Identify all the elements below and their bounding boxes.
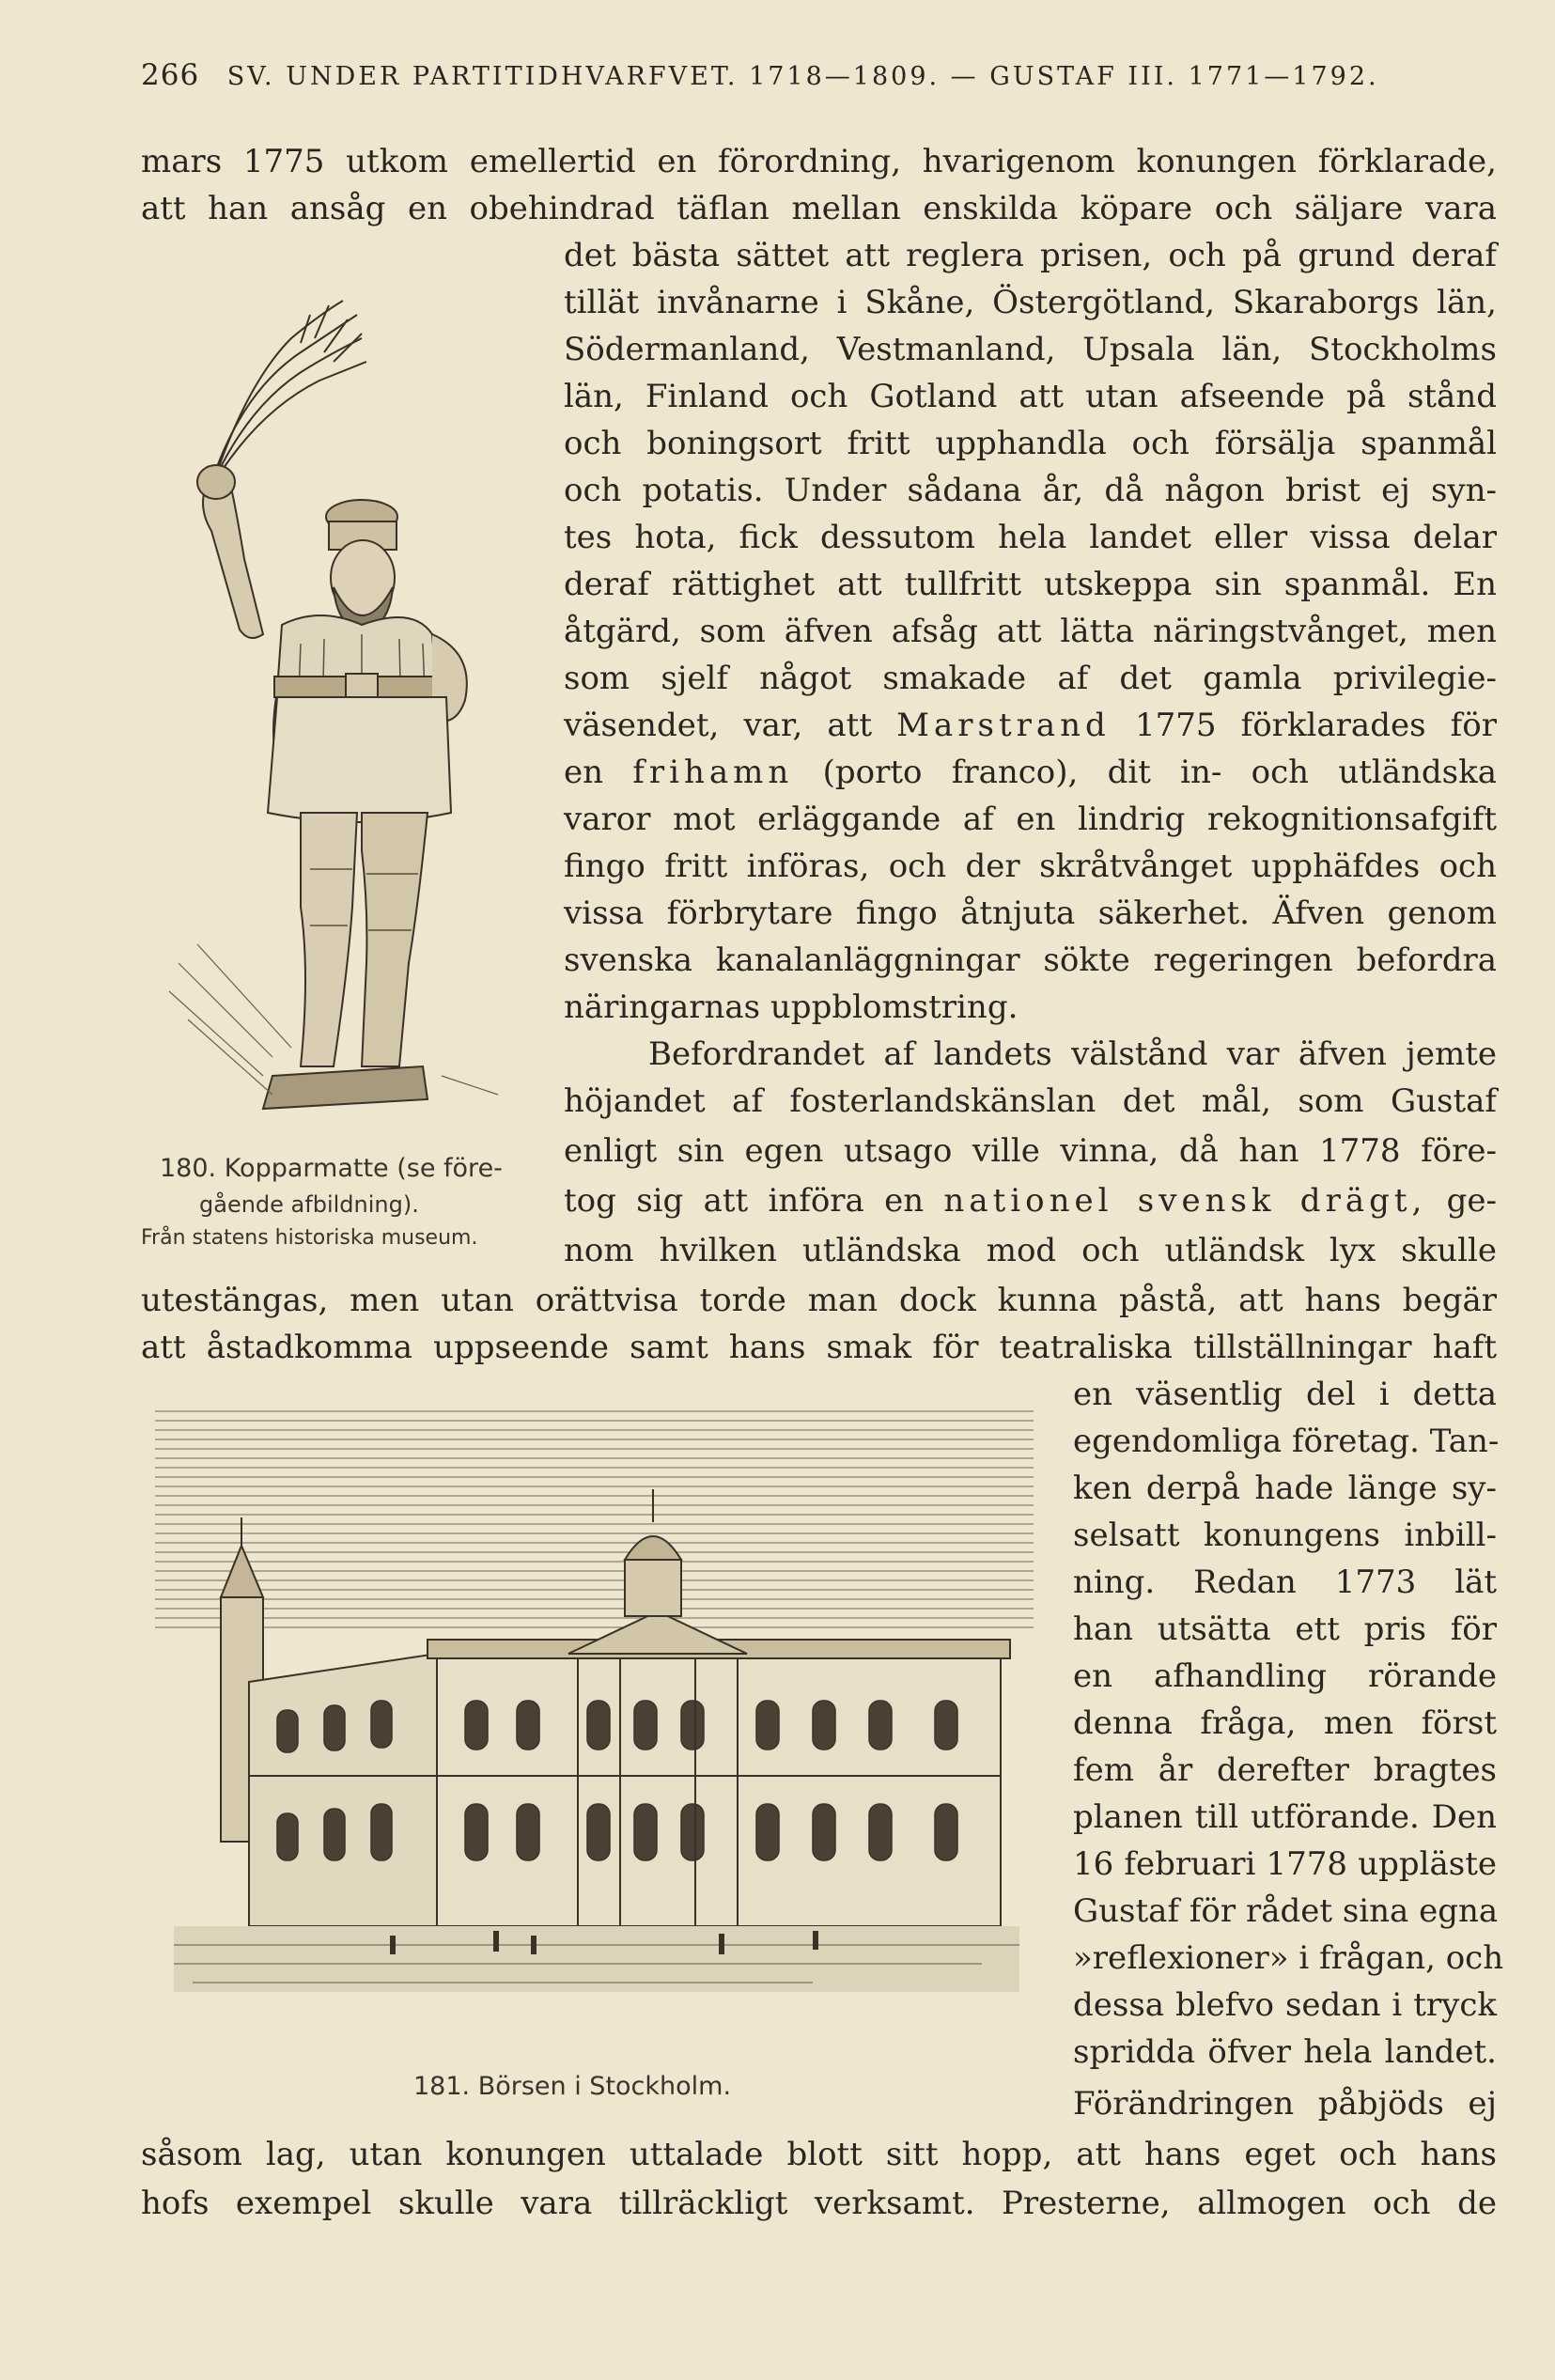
text-line: höjandet af fosterlandskänslan det mål, som Gustaf [564,1082,1497,1120]
text-line: hofs exempel skulle vara tillräckligt verksamt. Presterne, allmogen och de [141,2185,1497,2222]
figure-180-caption-line1: 180. Kopparmatte (se före- [160,1154,503,1183]
text-line: det bästa sättet att reglera prisen, och på grund deraf [564,237,1497,274]
text-span: tog sig att införa en [564,1182,925,1220]
figure-180-caption-line3: Från statens historiska museum. [141,1226,478,1250]
text-line: och boningsort fritt upphandla och försälja spanmål [564,425,1497,462]
spaced-text-frihamn: frihamn [632,754,794,791]
text-line: att han ansåg en obehindrad täflan mellan enskilda köpare och säljare vara [141,190,1497,227]
text-line: län, Finland och Gotland att utan afseende på stånd [564,378,1497,415]
text-span: 1775 förklarades för [1134,707,1497,744]
text-line: ning. Redan 1773 lät [1073,1563,1497,1601]
text-line: Gustaf för rådet sina egna [1073,1892,1499,1930]
running-header [141,58,1494,107]
text-line: och potatis. Under sådana år, då någon brist ej syn- [564,472,1497,509]
spaced-text-nationel-drakt: nationel svensk drägt, [943,1182,1427,1220]
text-line: en afhandling rörande [1073,1657,1497,1695]
text-line [564,1182,1497,1229]
text-line [564,754,1497,801]
text-line: spridda öfver hela landet. [1073,2033,1497,2071]
text-line: han utsätta ett pris för [1073,1610,1497,1648]
figure-180-statue-illustration [160,249,512,1137]
text-line: dessa blefvo sedan i tryck [1073,1986,1497,2024]
text-line: selsatt konungens inbill- [1073,1517,1497,1554]
text-span: (porto franco), dit in- och utländska [822,754,1498,791]
text-line [564,707,1497,754]
text-line: »reflexioner» i frågan, och [1073,1939,1504,1977]
text-line: näringarnas uppblomstring. [564,988,1019,1026]
text-line: tillät invånarne i Skåne, Östergötland, Skaraborgs län, [564,284,1497,321]
text-line: Södermanland, Vestmanland, Upsala län, Stockholms [564,331,1497,368]
text-line: egendomliga företag. Tan- [1073,1423,1500,1460]
text-line: ken derpå hade länge sy- [1073,1470,1497,1507]
text-line: vissa förbrytare fingo åtnjuta säkerhet. Äfven genom [564,894,1497,932]
text-span: väsendet, var, att [564,707,872,744]
text-line: tes hota, fick dessutom hela landet eller vissa delar [564,519,1497,556]
text-line: planen till utförande. Den [1073,1798,1497,1836]
text-line: en väsentlig del i detta [1073,1376,1497,1413]
text-line: åtgärd, som äfven afsåg att lätta näringstvånget, men [564,613,1497,650]
figure-181-caption: 181. Börsen i Stockholm. [413,2072,732,2101]
text-line: som sjelf något smakade af det gamla privilegie- [564,660,1497,697]
text-line: 16 februari 1778 uppläste [1073,1845,1497,1883]
text-span: ge- [1446,1182,1497,1220]
figure-180-caption-line2: gående afbildning). [199,1191,419,1218]
spaced-text-marstrand: Marstrand [896,707,1111,744]
text-line: Förändringen påbjöds ej [1073,2085,1497,2123]
page-number: 266 [141,58,200,92]
text-line: nom hvilken utländska mod och utländsk lyx skulle [564,1232,1497,1269]
text-line: att åstadkomma uppseende samt hans smak för teatraliska tillställningar haft [141,1329,1497,1366]
text-line: utestängas, men utan orättvisa torde man dock kunna påstå, att hans begär [141,1282,1497,1319]
text-line: mars 1775 utkom emellertid en förordning, hvarigenom konungen förklarade, [141,143,1497,180]
text-line: deraf rättighet att tullfritt utskeppa sin spanmål. En [564,566,1497,603]
text-line: fingo fritt införas, och der skråtvånget upphäfdes och [564,848,1497,885]
text-line: såsom lag, utan konungen uttalade blott sitt hopp, att hans eget och hans [141,2136,1497,2173]
text-line: varor mot erläggande af en lindrig rekognitionsafgift [564,801,1497,838]
running-title: SV. UNDER PARTITIDHVARFVET. 1718—1809. — GUSTAF III. 1771—1792. [226,62,1379,91]
text-line: denna fråga, men först [1073,1704,1497,1742]
text-line: enligt sin egen utsago ville vinna, då han 1778 före- [564,1132,1497,1170]
text-line: fem år derefter bragtes [1073,1751,1497,1789]
text-line: Befordrandet af landets välstånd var äfven jemte [648,1035,1497,1073]
text-span: en [564,754,604,791]
text-line: svenska kanalanläggningar sökte regeringen befordra [564,941,1497,979]
figure-181-borsen-illustration [155,1400,1034,2039]
